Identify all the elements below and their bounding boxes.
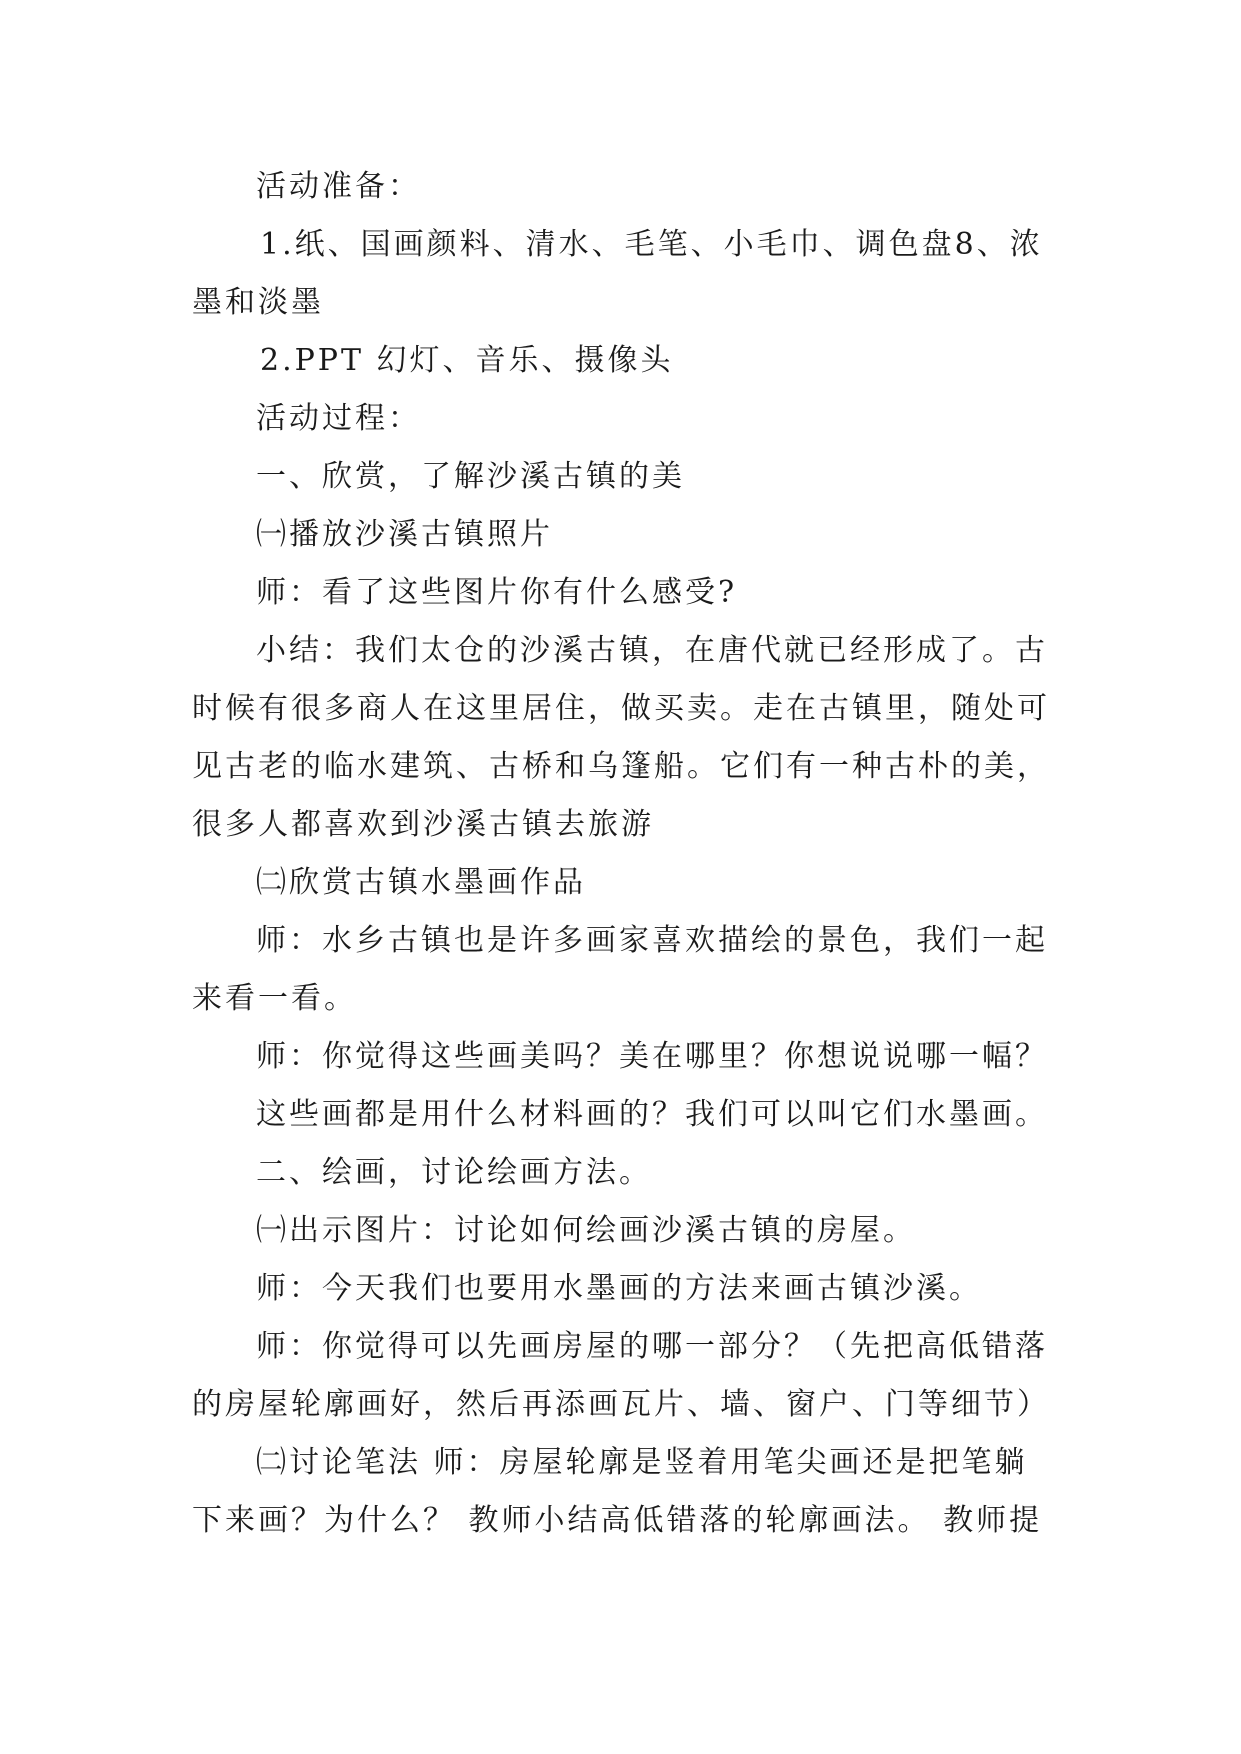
document-body	[192, 158, 1052, 1550]
paragraph-line: 2.PPT 幻灯、音乐、摄像头	[260, 343, 674, 378]
paragraph-line: 师：今天我们也要用水墨画的方法来画古镇沙溪。	[256, 1271, 982, 1306]
paragraph-line: 师：你觉得可以先画房屋的哪一部分？（先把高低错落	[256, 1329, 1048, 1364]
heading-activity-preparation: 活动准备：	[256, 169, 421, 204]
subsection-heading: ㈡欣赏古镇水墨画作品	[256, 865, 586, 900]
paragraph-line: 小结：我们太仓的沙溪古镇，在唐代就已经形成了。古	[256, 633, 1048, 668]
section-heading: 一、欣赏，了解沙溪古镇的美	[256, 459, 685, 494]
paragraph-line: 很多人都喜欢到沙溪古镇去旅游	[192, 807, 654, 842]
paragraph-line: 下来画？为什么？ 教师小结高低错落的轮廓画法。 教师提	[192, 1503, 1043, 1538]
subsection-heading: ㈠播放沙溪古镇照片	[256, 517, 553, 552]
subsection-heading: ㈠出示图片：讨论如何绘画沙溪古镇的房屋。	[256, 1213, 916, 1248]
heading-activity-process: 活动过程：	[256, 401, 421, 436]
paragraph-line: 墨和淡墨	[192, 285, 324, 320]
paragraph-line: 见古老的临水建筑、古桥和乌篷船。它们有一种古朴的美，	[192, 749, 1050, 784]
paragraph-line: 来看一看。	[192, 981, 357, 1016]
subsection-heading: ㈡讨论笔法 师：房屋轮廓是竖着用笔尖画还是把笔躺	[256, 1445, 1028, 1480]
section-heading: 二、绘画，讨论绘画方法。	[256, 1155, 652, 1190]
paragraph-line: 时候有很多商人在这里居住，做买卖。走在古镇里，随处可	[192, 691, 1050, 726]
paragraph-line: 师：看了这些图片你有什么感受?	[256, 575, 738, 610]
paragraph-line: 这些画都是用什么材料画的？我们可以叫它们水墨画。	[256, 1097, 1048, 1132]
paragraph-line: 1.纸、国画颜料、清水、毛笔、小毛巾、调色盘8、浓	[260, 227, 1043, 262]
paragraph-line: 师：水乡古镇也是许多画家喜欢描绘的景色，我们一起	[256, 923, 1048, 958]
paragraph-line: 的房屋轮廓画好，然后再添画瓦片、墙、窗户、门等细节）	[192, 1387, 1050, 1422]
paragraph-line: 师：你觉得这些画美吗？美在哪里？你想说说哪一幅？	[256, 1039, 1048, 1074]
